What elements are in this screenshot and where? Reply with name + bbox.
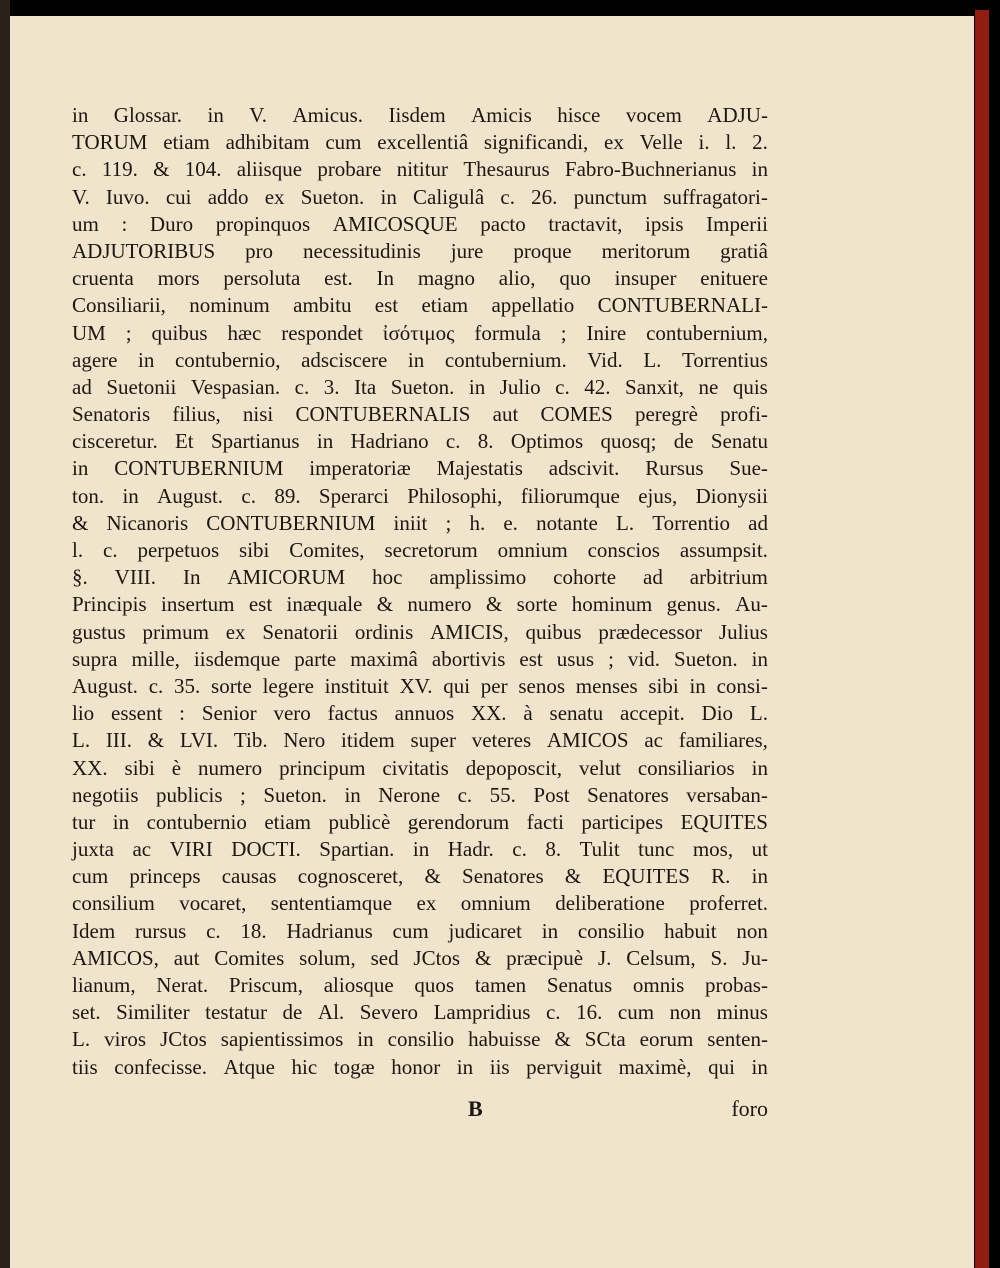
text-line: cruenta mors persoluta est. In magno alio, quo insuper enituere [72, 266, 768, 291]
text-line: & Nicanoris CONTUBERNIUM iniit ; h. e. notante L. Torrentio ad [72, 510, 768, 535]
text-line: L. III. & LVI. Tib. Nero itidem super veteres AMICOS ac familiares, [72, 728, 768, 753]
text-line: tiis confecisse. Atque hic togæ honor in iis perviguit maximè, qui in [72, 1054, 768, 1079]
text-line: supra mille, iisdemque parte maximâ abortivis est usus ; vid. Sueton. in [72, 646, 768, 671]
text-line: set. Similiter testatur de Al. Severo Lampridius c. 16. cum non minus [72, 1000, 768, 1025]
text-line: in Glossar. in V. Amicus. Iisdem Amicis hisce vocem ADJU- [72, 103, 768, 127]
text-line: UM ; quibus hæc respondet ἰσότιμος formula ; Inire contubernium, [72, 320, 768, 345]
text-line: Senatoris filius, nisi CONTUBERNALIS aut COMES peregrè profi- [72, 402, 768, 427]
text-line: um : Duro propinquos AMICOSQUE pacto tractavit, ipsis Imperii [72, 211, 768, 236]
text-line: tur in contubernio etiam publicè gerendorum facti participes EQUITES [72, 809, 768, 834]
text-line: cisceretur. Et Spartianus in Hadriano c. 8. Optimos quosq; de Senatu [72, 429, 768, 454]
text-line: c. 119. & 104. aliisque probare nititur Thesaurus Fabro-Buchnerianus in [72, 157, 768, 182]
text-line: in CONTUBERNIUM imperatoriæ Majestatis adscivit. Rursus Sue- [72, 456, 768, 481]
text-line: juxta ac VIRI DOCTI. Spartian. in Hadr. c. 8. Tulit tunc mos, ut [72, 837, 768, 862]
body-text [72, 102, 768, 1081]
text-line: l. c. perpetuos sibi Comites, secretorum omnium conscios assumpsit. [72, 538, 768, 562]
catchword: foro [731, 1096, 768, 1121]
text-line: gustus primum ex Senatorii ordinis AMICIS, quibus prædecessor Julius [72, 619, 768, 644]
text-line: Consiliarii, nominum ambitu est etiam appellatio CONTUBERNALI- [72, 293, 768, 318]
book-edge [975, 10, 989, 1268]
text-line: ad Suetonii Vespasian. c. 3. Ita Sueton. in Julio c. 42. Sanxit, ne quis [72, 374, 768, 399]
text-line: agere in contubernio, adsciscere in contubernium. Vid. L. Torrentius [72, 347, 768, 372]
signature-mark: B [468, 1096, 483, 1121]
text-line: §. VIII. In AMICORUM hoc amplissimo cohorte ad arbitrium [72, 565, 768, 590]
text-line: TORUM etiam adhibitam cum excellentiâ significandi, ex Velle i. l. 2. [72, 130, 768, 155]
text-line: Idem rursus c. 18. Hadrianus cum judicaret in consilio habuit non [72, 918, 768, 943]
text-line: consilium vocaret, sententiamque ex omnium deliberatione proferret. [72, 891, 768, 916]
text-line: AMICOS, aut Comites solum, sed JCtos & præcipuè J. Celsum, S. Ju- [72, 945, 768, 970]
text-line: ADJUTORIBUS pro necessitudinis jure proque meritorum gratiâ [72, 238, 768, 263]
text-line: ton. in August. c. 89. Sperarci Philosophi, filiorumque ejus, Dionysii [72, 483, 768, 508]
text-line: lianum, Nerat. Priscum, aliosque quos tamen Senatus omnis probas- [72, 973, 768, 997]
text-line: lio essent : Senior vero factus annuos XX. à senatu accepit. Dio L. [72, 701, 768, 726]
text-line: L. viros JCtos sapientissimos in consilio habuisse & SCta eorum senten- [72, 1027, 768, 1052]
text-line: negotiis publicis ; Sueton. in Nerone c. 55. Post Senatores versaban- [72, 782, 768, 807]
text-line: Principis insertum est inæquale & numero & sorte hominum genus. Au- [72, 592, 768, 617]
text-line: cum princeps causas cognosceret, & Senatores & EQUITES R. in [72, 864, 768, 889]
book-page [10, 16, 974, 1268]
text-line: V. Iuvo. cui addo ex Sueton. in Caligulâ c. 26. punctum suffragatori- [72, 184, 768, 209]
text-line: August. c. 35. sorte legere instituit XV. qui per senos menses sibi in consi- [72, 673, 768, 698]
text-line: XX. sibi è numero principum civitatis depoposcit, velut consiliarios in [72, 755, 768, 780]
scan-border [0, 0, 10, 1268]
page-footer [72, 1096, 768, 1126]
